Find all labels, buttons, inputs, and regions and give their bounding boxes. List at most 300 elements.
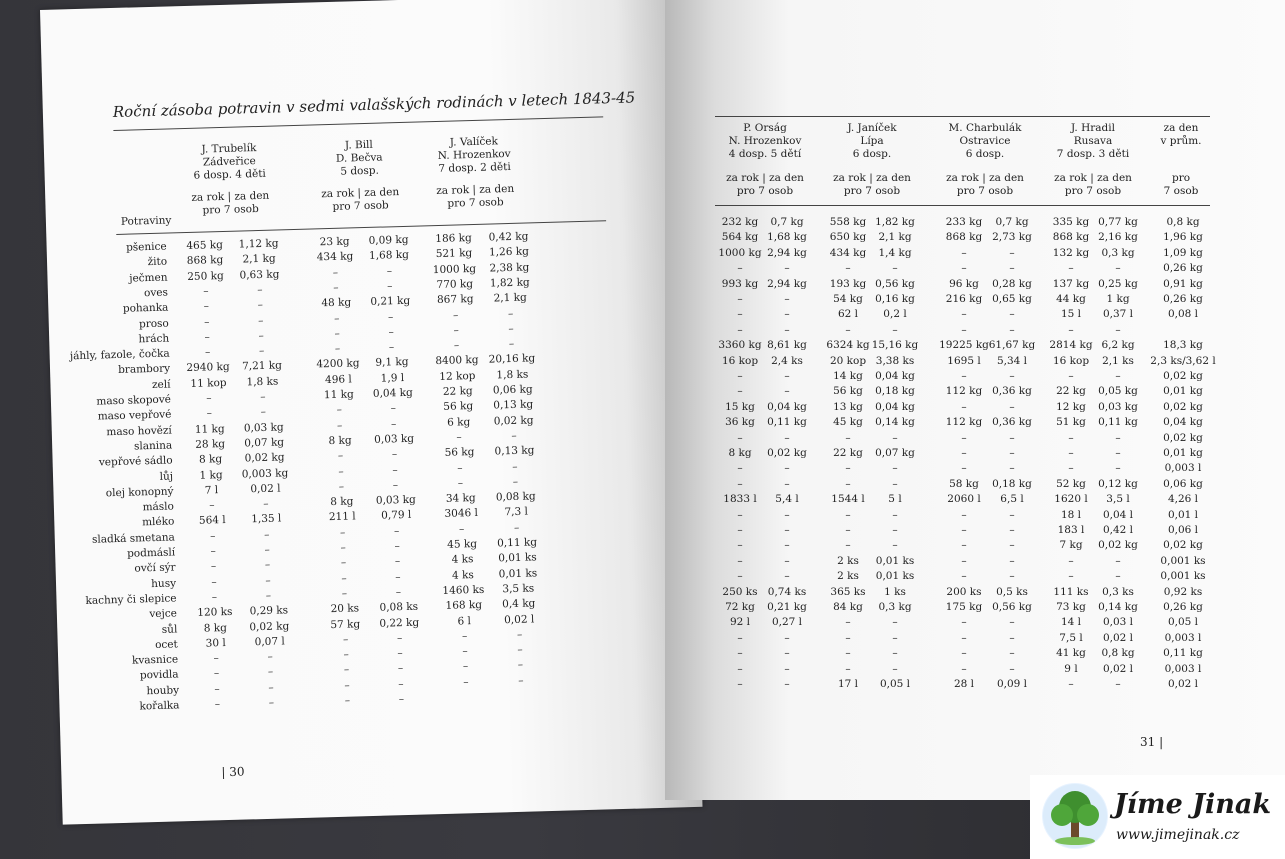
table-cell: 0,08 ks [379,600,419,614]
table-cell: 0,91 kg [1163,277,1203,290]
table-cell: – [1068,370,1074,382]
table-cell: 0,07 l [254,635,285,649]
table-cell: – [1009,447,1015,459]
table-cell: – [206,407,213,420]
row-label: maso skopové [96,393,172,408]
jime-jinak-logo [1030,775,1285,859]
table-cell: 0,001 ks [1160,570,1206,583]
table-cell: – [507,307,514,320]
table-cell: 92 l [729,616,751,629]
table-cell: – [1115,262,1121,275]
table-cell: – [392,463,398,476]
table-cell: 4,26 l [1167,493,1199,506]
table-cell: 0,26 kg [1163,601,1203,613]
table-cell: – [845,431,851,444]
table-cell: – [209,499,215,512]
table-cell: 0,02 kg [244,451,285,465]
table-cell: 0,01 ks [498,566,538,581]
table-cell: 11 kop [190,376,227,390]
table-cell: 216 kg [945,293,983,305]
table-cell: 564 l [198,514,226,528]
table-cell: – [257,314,264,327]
table-cell: 0,3 kg [1101,246,1135,259]
table-cell: 0,7 kg [770,216,804,228]
table-cell: – [784,678,790,690]
table-cell: 7 l [204,484,219,497]
table-cell: – [737,308,743,321]
table-cell: 0,05 l [879,678,911,690]
family-subheader: za rok | za den pro 7 osob [726,172,804,197]
table-cell: 2 ks [837,554,859,567]
table-cell: – [395,586,402,599]
table-cell: – [512,460,518,473]
table-cell: 1,8 ks [246,375,279,389]
rule-top-right [715,116,1210,117]
family-header: J. Trubelík Zádveřice 6 dosp. 4 děti [193,142,267,182]
table-cell: – [516,628,523,641]
table-cell: 1000 kg [432,262,477,276]
table-cell: – [332,266,339,279]
row-label: mléko [141,515,175,529]
table-cell: 0,003 l [1164,462,1202,475]
table-cell: 9 l [1064,662,1078,675]
table-cell: 0,02 l [1102,631,1134,644]
table-cell: – [334,342,341,355]
table-cell: 250 kg [187,269,224,283]
table-cell: – [452,308,459,322]
table-cell: 0,07 kg [244,436,285,450]
table-cell: 0,06 l [1167,524,1199,536]
table-cell: – [508,337,515,351]
table-cell: 193 kg [829,277,867,290]
table-cell: 1 ks [884,585,906,598]
table-cell: – [340,541,346,554]
row-label: sladká smetana [91,531,175,546]
table-cell: – [394,540,400,553]
family-subheader: za rok | za den pro 7 osob [833,172,911,197]
row-label: kořalka [139,699,180,713]
table-cell: 1,35 l [251,512,282,526]
table-cell: 52 kg [1056,477,1086,490]
table-cell: 521 kg [435,247,473,261]
table-cell: – [1009,570,1015,583]
table-cell: – [784,539,790,552]
table-cell: – [508,322,514,335]
table-cell: – [784,647,790,660]
table-cell: 2,1 kg [242,252,276,266]
table-cell: 650 kg [829,231,867,244]
table-cell: – [845,323,851,336]
table-cell: – [204,331,210,344]
table-cell: 1,12 kg [238,237,279,251]
table-cell: – [737,385,743,398]
table-cell: 1,8 ks [496,368,529,382]
table-cell: – [845,262,851,275]
table-cell: – [961,570,967,583]
table-cell: – [342,633,349,646]
table-cell: – [398,693,405,706]
table-cell: 58 kg [949,477,979,490]
table-cell: – [892,539,898,552]
table-cell: 0,09 l [996,678,1028,690]
table-cell: 61,67 kg [988,339,1036,352]
table-cell: – [340,556,347,570]
row-label: maso hovězí [106,424,172,438]
table-cell: 57 kg [330,617,361,631]
table-cell: – [784,508,790,521]
table-cell: – [845,462,851,475]
table-cell: 0,12 kg [1098,477,1138,490]
table-cell: – [1115,447,1121,459]
table-cell: 6 kg [446,415,471,429]
table-cell: 0,29 ks [249,604,289,618]
row-label: kachny či slepice [85,592,177,607]
table-cell: 0,001 ks [1160,554,1206,567]
family-header: J. Valíček N. Hrozenkov 7 dosp. 2 děti [437,135,511,175]
table-cell: – [1115,431,1121,444]
table-cell: 365 ks [830,585,866,598]
table-cell: 1,68 kg [767,231,807,244]
table-cell: 0,03 kg [375,493,416,507]
row-label: proso [138,317,169,330]
table-cell: – [845,647,851,660]
table-cell: 3,5 ks [502,582,535,596]
table-cell: 7,5 l [1059,631,1083,644]
table-cell: 1620 l [1054,493,1088,506]
table-cell: 2814 kg [1049,339,1093,352]
table-cell: 1695 l [947,354,981,367]
table-cell: 28 l [953,678,975,690]
table-cell: 0,04 kg [875,400,915,413]
table-cell: 0,01 ks [498,551,537,565]
table-cell: 0,25 kg [1098,277,1138,290]
table-cell: – [1115,678,1121,690]
table-cell: – [737,293,743,305]
table-cell: – [265,574,271,587]
table-cell: – [512,475,519,488]
table-cell: 0,01 ks [875,554,915,567]
table-cell: 28 kg [195,437,226,451]
table-cell: – [737,508,743,521]
table-cell: 56 kg [444,446,475,460]
table-cell: – [209,529,216,543]
table-cell: 1,82 kg [489,276,530,290]
table-cell: – [737,678,743,690]
table-cell: 0,02 kg [1163,431,1203,444]
table-cell: 54 kg [833,293,863,305]
table-cell: – [784,323,790,336]
table-cell: 0,22 kg [379,616,420,630]
table-cell: 0,56 kg [875,277,915,290]
table-cell: 1,68 kg [368,249,410,263]
table-cell: 11 kg [323,388,354,402]
table-cell: 0,04 kg [372,386,413,400]
table-cell: – [1068,570,1074,583]
table-cell: 48 kg [321,296,352,310]
table-cell: 496 l [324,373,352,386]
table-cell: – [961,524,967,536]
table-cell: 0,42 l [1102,524,1134,536]
table-cell: 0,3 kg [878,601,912,613]
table-cell: 45 kg [833,416,863,429]
table-cell: – [1115,554,1121,567]
row-label: slanina [133,439,173,453]
row-label: ovčí sýr [134,561,176,575]
table-cell: – [395,570,401,583]
table-cell: 62 l [837,308,859,321]
table-cell: – [784,262,790,275]
table-cell: 993 kg [721,277,759,290]
table-cell: 4 ks [451,568,474,582]
row-label: olej konopný [105,485,174,500]
row-label: brambory [117,362,171,377]
table-cell: 0,05 kg [1098,385,1138,398]
table-cell: – [462,660,469,673]
table-cell: 0,02 l [1167,678,1199,690]
table-cell: – [265,589,272,602]
table-cell: – [213,652,219,665]
table-cell: – [1068,554,1074,567]
logo-url: www.jimejinak.cz [1116,827,1240,843]
table-cell: – [457,477,464,490]
table-cell: 5,4 l [775,493,799,506]
table-cell: 0,8 kg [1101,647,1135,660]
table-cell: – [513,521,520,534]
table-cell: 0,02 l [250,482,281,496]
table-cell: 4 ks [451,553,474,567]
table-cell: – [1068,262,1074,275]
table-cell: 0,04 kg [1163,416,1203,429]
row-label: pohanka [122,301,169,315]
table-cell: – [784,293,790,305]
table-cell: 0,03 kg [374,432,415,446]
table-cell: – [845,524,851,536]
table-cell: 211 l [328,510,356,524]
table-cell: – [334,327,340,340]
table-cell: 0,02 kg [493,413,534,428]
table-cell: 0,28 kg [992,277,1032,290]
table-cell: – [393,524,400,538]
table-cell: – [961,647,967,660]
table-cell: – [845,539,851,552]
table-cell: – [961,554,967,567]
table-cell: – [264,559,271,572]
table-cell: 0,3 ks [1102,585,1134,598]
table-cell: 0,5 ks [996,585,1028,598]
table-cell: – [1068,462,1074,475]
row-label: pšenice [125,240,167,254]
table-cell: 18 l [1060,508,1082,521]
table-cell: 1000 kg [718,246,762,259]
table-cell: 0,26 kg [1163,293,1203,305]
table-cell: 9,1 kg [375,356,409,370]
table-cell: 2,94 kg [767,246,807,259]
table-cell: 15 kg [725,400,755,413]
table-cell: 0,003 l [1164,631,1202,644]
table-cell: 0,03 kg [1098,400,1138,413]
table-cell: 0,36 kg [992,385,1032,398]
table-cell: 434 kg [829,246,867,259]
table-cell: 5 l [888,493,902,506]
table-cell: 36 kg [725,416,755,429]
table-cell: – [845,616,851,629]
table-cell: 0,01 l [1167,508,1199,521]
family-subheader: za rok | za den pro 7 osob [321,186,400,213]
table-cell: 0,37 l [1102,308,1134,321]
table-cell: 0,16 kg [875,293,915,305]
table-cell: 3046 l [444,507,479,521]
table-cell: 0,11 kg [1098,416,1138,429]
table-cell: – [339,526,346,539]
table-cell: – [391,448,398,461]
table-cell: – [737,462,743,475]
table-cell: 3,38 ks [875,354,915,367]
row-label: žito [147,255,168,269]
table-cell: 0,92 ks [1163,585,1203,598]
table-cell: 1,26 kg [488,245,530,259]
table-cell: – [737,524,743,536]
table-cell: 72 kg [725,601,755,613]
table-cell: 20,16 kg [488,352,536,366]
table-cell: – [392,478,399,492]
table-cell: – [387,310,394,323]
table-cell: – [961,616,967,629]
table-cell: 0,01 kg [1163,447,1203,459]
table-cell: – [258,344,265,358]
table-cell: 0,09 kg [368,233,409,247]
table-cell: – [737,570,743,583]
table-cell: – [517,659,524,672]
table-cell: 0,8 kg [1166,216,1200,228]
family-header: P. Orság N. Hrozenkov 4 dosp. 5 dětí [728,122,802,160]
table-cell: – [462,645,468,658]
table-cell: 868 kg [945,231,983,244]
table-cell: 8 kg [203,621,228,635]
table-cell: 2,1 ks [1102,354,1134,367]
table-cell: 0,74 ks [767,585,807,598]
row-label: oves [143,286,169,300]
row-header: Potraviny [120,214,172,228]
table-cell: 22 kg [833,447,863,459]
table-cell: – [260,406,267,419]
table-cell: 73 kg [1056,601,1086,613]
table-cell: 0,08 l [1167,308,1199,321]
table-cell: 6324 kg [826,339,870,352]
table-cell: – [784,662,790,675]
table-cell: 3,5 l [1106,493,1130,506]
table-cell: – [390,417,397,430]
table-cell: 8 kg [198,453,223,466]
table-cell: – [1009,462,1015,475]
table-cell: – [268,696,275,709]
table-cell: 18,3 kg [1163,339,1203,352]
table-cell: 22 kg [1056,385,1086,398]
table-cell: – [1009,616,1015,629]
table-cell: – [892,508,898,521]
row-label: jáhly, fazole, čočka [69,347,170,363]
table-cell: – [961,462,967,475]
table-cell: 120 ks [197,606,233,620]
family-header: za den v prům. [1160,122,1202,147]
table-cell: – [961,662,967,675]
table-cell: – [1009,662,1015,675]
table-cell: 0,21 kg [767,601,807,613]
table-cell: 0,42 kg [488,230,529,244]
table-cell: – [892,323,898,336]
table-cell: – [336,404,343,417]
table-cell: – [338,465,344,478]
table-cell: 6,5 l [1000,493,1024,506]
table-cell: 1,82 kg [875,216,915,228]
table-cell: – [396,631,403,645]
table-cell: – [263,528,270,541]
table-cell: 111 ks [1053,585,1089,598]
table-cell: 558 kg [829,216,867,228]
table-cell: – [1009,400,1015,413]
table-cell: 1,9 l [380,371,405,385]
table-cell: 233 kg [945,216,983,228]
table-cell: 0,11 kg [767,416,807,429]
table-cell: 12 kg [1056,400,1086,413]
table-cell: 132 kg [1052,246,1090,259]
table-cell: – [737,539,743,552]
family-subheader: za rok | za den pro 7 osob [1054,172,1132,197]
table-cell: – [213,667,220,680]
row-label: ocet [154,638,178,651]
table-cell: – [214,682,220,696]
table-cell: 0,18 kg [992,477,1032,490]
table-cell: 0,07 kg [875,447,915,459]
table-cell: – [344,679,350,692]
table-cell: 96 kg [949,277,979,290]
family-subheader: za rok | za den pro 7 osob [191,189,270,217]
table-cell: – [784,385,790,398]
table-cell: – [961,323,967,336]
table-cell: 0,02 kg [767,447,807,459]
table-cell: – [1009,554,1015,567]
table-cell: – [961,308,967,321]
table-cell: – [961,370,967,382]
table-cell: 16 kop [1052,354,1090,367]
row-label: ječmen [129,271,168,285]
table-cell: – [453,339,460,352]
table-cell: – [1068,431,1074,444]
table-cell: – [203,315,210,329]
table-cell: 112 kg [945,416,983,429]
table-cell: 186 kg [435,232,472,246]
table-cell: – [1115,462,1121,475]
table-cell: 17 l [837,678,859,690]
table-cell: 2,1 kg [878,231,912,244]
family-header: J. Hradil Rusava 7 dosp. 3 děti [1056,122,1130,160]
table-cell: 15 l [1060,308,1082,321]
table-cell: – [1009,539,1015,552]
table-cell: – [892,431,898,444]
table-cell: 19225 kg [939,339,989,352]
table-cell: 12 kop [439,369,476,383]
table-cell: – [337,449,344,463]
table-cell: 0,05 l [1167,616,1199,629]
table-cell: – [892,662,898,675]
family-subheader: za rok | za den pro 7 osob [946,172,1024,197]
row-label: sůl [161,622,178,636]
table-cell: 0,14 kg [1098,601,1138,613]
table-cell: – [398,677,404,690]
logo-name: Jíme Jinak [1114,789,1272,820]
table-cell: – [1009,647,1015,660]
table-cell: 0,4 kg [502,597,536,611]
table-cell: 1,4 kg [878,246,912,259]
